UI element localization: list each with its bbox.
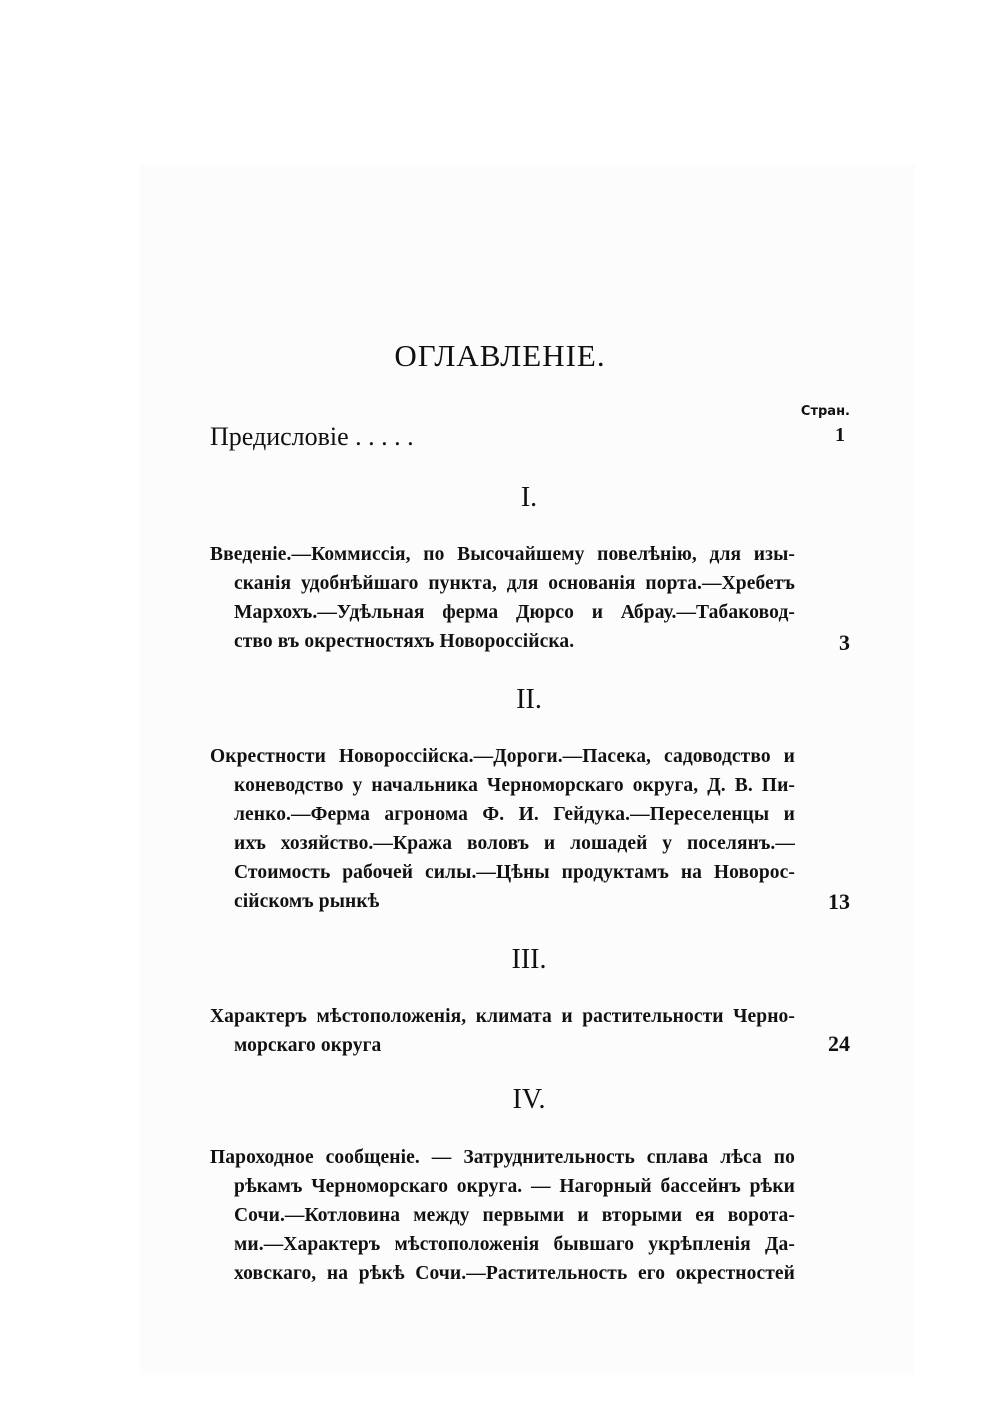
toc-page-number: 13 [828,889,850,914]
preface-entry: Предисловіе . . . . . [210,422,414,451]
toc-entry-line: Введеніе.—Коммиссія, по Высочайшему повелѣнію, для изы- [210,544,795,565]
toc-entry-line: Мархохъ.—Удѣльная ферма Дюрсо и Абрау.—Табаковод- [234,602,795,623]
toc-entry-line: Пароходное сообщеніе. — Затруднительность сплава лѣса по [210,1147,795,1168]
section-numeral: IV. [512,1084,546,1115]
page-title: ОГЛАВЛЕНІЕ. [394,338,606,373]
toc-entry-line: Стоимость рабочей силы.—Цѣны продуктамъ на Новорос- [234,862,795,883]
toc-entry-line: ми.—Характеръ мѣстоположенія бывшаго укрѣпленія Да- [234,1234,795,1255]
toc-entry [210,742,795,916]
toc-entry [210,1143,795,1288]
toc-page-number: 24 [828,1031,850,1056]
toc-entry [210,540,795,656]
page-column-header: Стран. [800,404,850,419]
toc-entry-line: ство въ окрестностяхъ Новороссійска. [234,631,575,652]
toc-entry-line: Окрестности Новороссійска.—Дороги.—Пасека, садоводство и [210,746,795,767]
toc-entry-line: морскаго округа [234,1035,382,1056]
section-numeral: I. [520,482,538,513]
toc-entry-line: коневодство у начальника Черноморскаго округа, Д. В. Пи- [234,775,795,796]
section-numeral: II. [516,684,542,715]
toc-entry-line: Сочи.—Котловина между первыми и вторыми ея ворота- [234,1205,795,1226]
toc-entry-line: Характеръ мѣстоположенія, климата и растительности Черно- [210,1006,795,1027]
toc-page-number: 3 [839,630,850,655]
toc-entry-line: рѣкамъ Черноморскаго округа. — Нагорный бассейнъ рѣки [234,1176,795,1197]
toc-entry-line: сканія удобнѣйшаго пункта, для основанія порта.—Хребетъ [234,573,795,594]
section-numeral: III. [511,944,547,975]
toc-entry-line: сійскомъ рынкѣ [234,891,380,912]
toc-entry-line: ленко.—Ферма агронома Ф. И. Гейдука.—Переселенцы и [234,804,795,825]
toc-entry-line: ихъ хозяйство.—Кража воловъ и лошадей у поселянъ.— [234,833,795,854]
preface-page-number: 1 [835,424,845,446]
toc-entry-line: ховскаго, на рѣкѣ Сочи.—Растительность его окрестностей [234,1263,795,1284]
toc-entry [210,1002,795,1060]
